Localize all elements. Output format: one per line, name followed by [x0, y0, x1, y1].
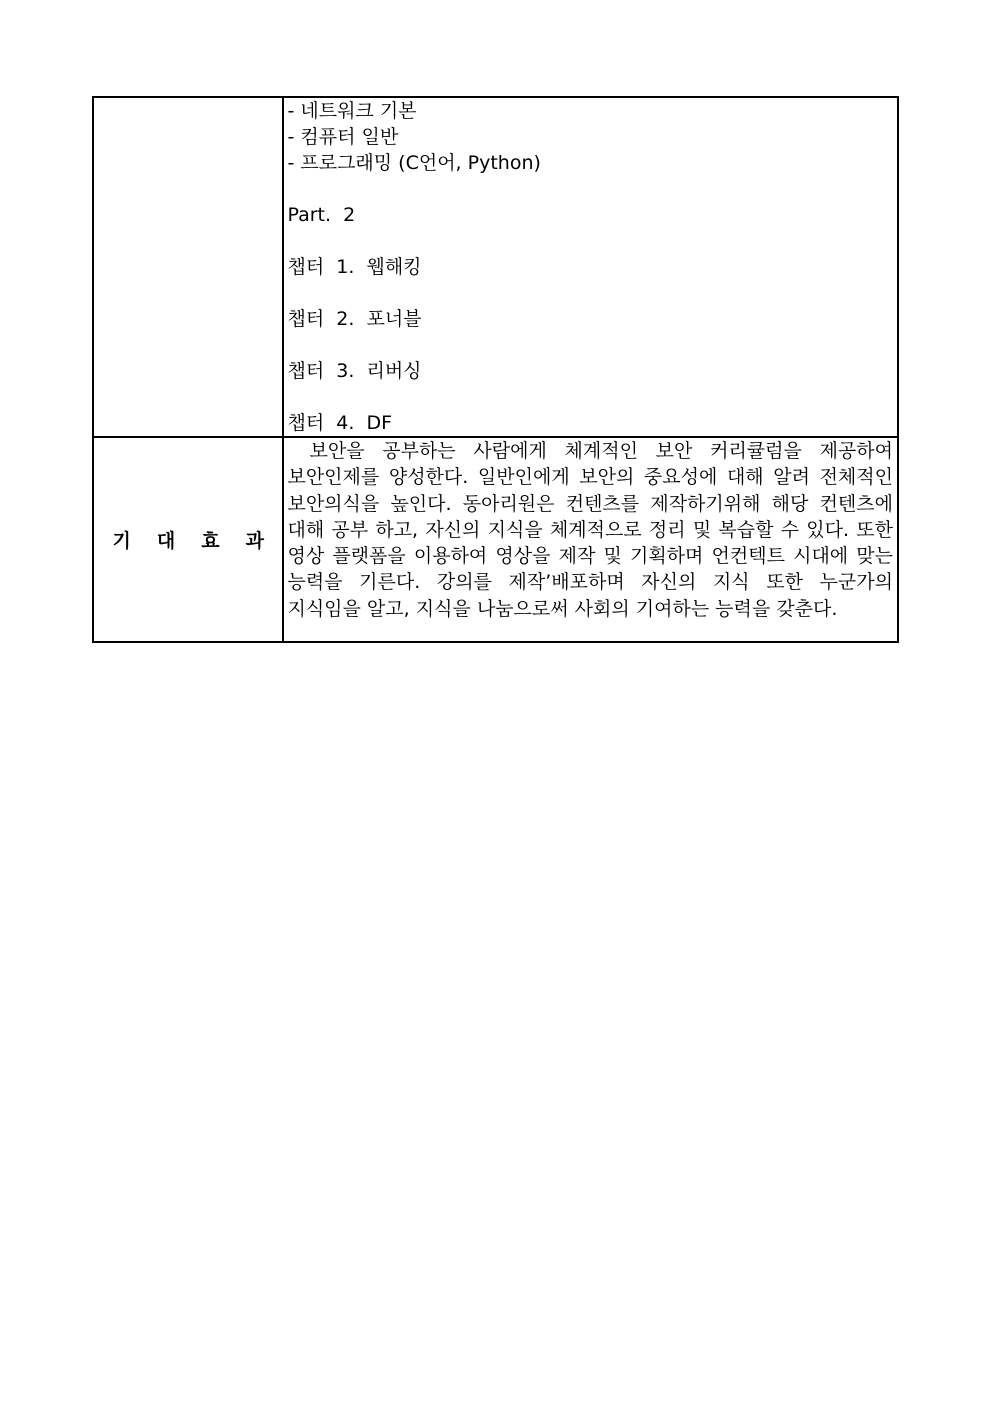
curriculum-row [93, 97, 898, 437]
curriculum-line-blank [287, 280, 893, 306]
effect-paragraph: 보안을 공부하는 사람에게 체계적인 보안 커리큘럼을 제공하여 보안인제를 양성한다. 일반인에게 보안의 중요성에 대해 알려 전체적인 보안의식을 높인다. 동아리원은 컨텐츠를 제작하기위해 해당 컨텐츠에 대해 공부 하고, 자신의 지식을 체계적으로 정리 및 복습할 수 있다. 또한 영상 플랫폼을 이용하여 영상을 제작 및 기획하며 언컨텍트 시대에 맞는 능력을 기른다. 강의를 제작’배포하며 자신의 지식 또한 누군가의 지식임을 알고, 지식을 나눔으로써 사회의 기여하는 능력을 갖춘다. [287, 440, 893, 620]
document-table [92, 96, 899, 643]
curriculum-line: 챕터 3. 리버싱 [287, 360, 422, 382]
curriculum-line: Part. 2 [287, 204, 356, 226]
curriculum-line-blank [287, 384, 893, 410]
curriculum-label-cell [93, 97, 283, 437]
curriculum-line: 챕터 1. 웹해킹 [287, 256, 422, 278]
curriculum-line-blank [287, 176, 893, 202]
curriculum-line: 챕터 4. DF [287, 412, 393, 434]
effect-label: 기대효과 [112, 530, 290, 552]
curriculum-content-cell [283, 97, 898, 437]
curriculum-line-blank [287, 332, 893, 358]
curriculum-line-blank [287, 228, 893, 254]
effect-row [93, 437, 898, 642]
effect-label-cell [93, 437, 290, 642]
curriculum-line: - 프로그래밍 (C언어, Python) [287, 152, 541, 174]
effect-content-cell [283, 437, 898, 642]
curriculum-line: 챕터 2. 포너블 [287, 308, 422, 330]
curriculum-line: - 컴퓨터 일반 [287, 126, 399, 148]
curriculum-line: - 네트워크 기본 [287, 100, 417, 122]
